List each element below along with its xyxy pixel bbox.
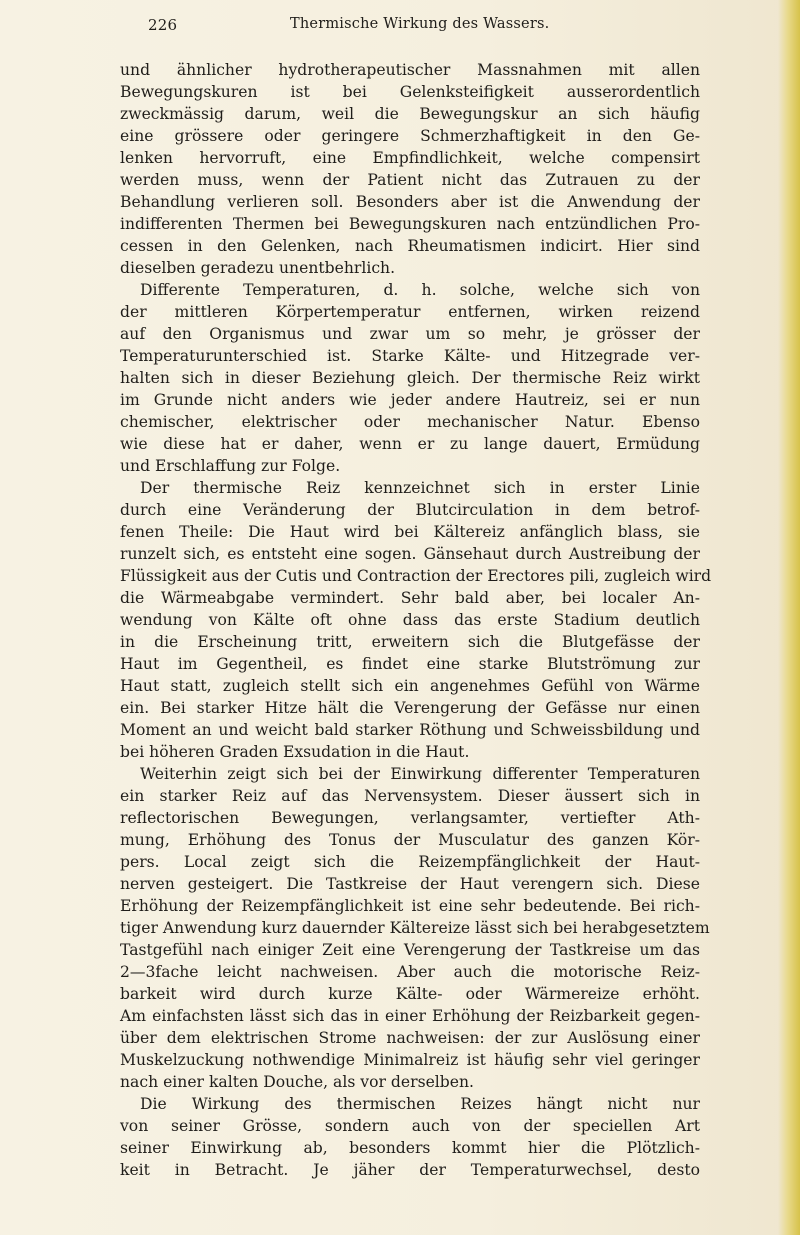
text-line: Die Wirkung des thermischen Reizes hängt nicht nur (140, 1095, 700, 1113)
text-line: werden muss, wenn der Patient nicht das Zutrauen zu der (120, 171, 700, 189)
text-line: Weiterhin zeigt sich bei der Einwirkung differenter Temperaturen (140, 765, 700, 783)
text-line: nach einer kalten Douche, als vor derselben. (120, 1073, 474, 1091)
text-line: nerven gesteigert. Die Tastkreise der Haut verengern sich. Diese (120, 875, 700, 893)
text-line: Haut statt, zugleich stellt sich ein angenehmes Gefühl von Wärme (120, 677, 700, 695)
text-line: auf den Organismus und zwar um so mehr, je grösser der (120, 325, 700, 343)
text-line: seiner Einwirkung ab, besonders kommt hier die Plötzlich- (120, 1139, 700, 1157)
text-line: pers. Local zeigt sich die Reizempfänglichkeit der Haut- (120, 853, 700, 871)
text-line: bei höheren Graden Exsudation in die Haut. (120, 743, 470, 761)
text-line: im Grunde nicht anders wie jeder andere Hautreiz, sei er nun (120, 391, 700, 409)
text-line: Temperaturunterschied ist. Starke Kälte- und Hitzegrade ver- (120, 347, 700, 365)
text-line: cessen in den Gelenken, nach Rheumatismen indicirt. Hier sind (120, 237, 700, 255)
text-line: indifferenten Thermen bei Bewegungskuren nach entzündlichen Pro- (120, 215, 700, 233)
text-line: lenken hervorruft, eine Empfindlichkeit, welche compensirt (120, 149, 700, 167)
page-number: 226 (148, 16, 178, 34)
text-line: ein. Bei starker Hitze hält die Verengerung der Gefässe nur einen (120, 699, 700, 717)
text-line: Haut im Gegentheil, es findet eine starke Blutströmung zur (120, 655, 700, 673)
text-line: reflectorischen Bewegungen, verlangsamter, vertiefter Ath- (120, 809, 700, 827)
text-line: durch eine Veränderung der Blutcirculation in dem betrof- (120, 501, 700, 519)
text-line: über dem elektrischen Strome nachweisen: der zur Auslösung einer (120, 1029, 700, 1047)
text-line: in die Erscheinung tritt, erweitern sich die Blutgefässe der (120, 633, 700, 651)
text-line: Differente Temperaturen, d. h. solche, welche sich von (140, 281, 700, 299)
text-line: barkeit wird durch kurze Kälte- oder Wärmereize erhöht. (120, 985, 700, 1003)
text-line: Am einfachsten lässt sich das in einer Erhöhung der Reizbarkeit gegen- (120, 1007, 700, 1025)
body-text (120, 59, 712, 1181)
text-line: von seiner Grösse, sondern auch von der speciellen Art (120, 1117, 700, 1135)
text-line: Moment an und weicht bald starker Röthung und Schweissbildung und (120, 721, 700, 739)
running-head (148, 16, 648, 40)
text-line: wendung von Kälte oft ohne dass das erste Stadium deutlich (120, 611, 700, 629)
text-line: 2—3fache leicht nachweisen. Aber auch die motorische Reiz- (120, 963, 700, 981)
text-line: wie diese hat er daher, wenn er zu lange dauert, Ermüdung (120, 435, 700, 453)
text-line: keit in Betracht. Je jäher der Temperaturwechsel, desto (120, 1161, 700, 1179)
text-line: Erhöhung der Reizempfänglichkeit ist eine sehr bedeutende. Bei rich- (120, 897, 700, 915)
text-line: halten sich in dieser Beziehung gleich. Der thermische Reiz wirkt (120, 369, 700, 387)
text-line: und ähnlicher hydrotherapeutischer Massnahmen mit allen (120, 61, 700, 79)
text-line: zweckmässig darum, weil die Bewegungskur an sich häufig (120, 105, 700, 123)
text-line: Muskelzuckung nothwendige Minimalreiz ist häufig sehr viel geringer (120, 1051, 700, 1069)
text-line: dieselben geradezu unentbehrlich. (120, 259, 396, 277)
running-title: Thermische Wirkung des Wassers. (290, 16, 550, 32)
text-line: chemischer, elektrischer oder mechanischer Natur. Ebenso (120, 413, 700, 431)
text-line: mung, Erhöhung des Tonus der Musculatur des ganzen Kör- (120, 831, 700, 849)
text-line: eine grössere oder geringere Schmerzhaftigkeit in den Ge- (120, 127, 700, 145)
text-line: Der thermische Reiz kennzeichnet sich in erster Linie (140, 479, 700, 497)
text-line: tiger Anwendung kurz dauernder Kältereize lässt sich bei herabgesetztem (120, 919, 710, 937)
text-line: Bewegungskuren ist bei Gelenksteifigkeit ausserordentlich (120, 83, 700, 101)
text-line: fenen Theile: Die Haut wird bei Kältereiz anfänglich blass, sie (120, 523, 700, 541)
text-line: runzelt sich, es entsteht eine sogen. Gänsehaut durch Austreibung der (120, 545, 700, 563)
text-line: Tastgefühl nach einiger Zeit eine Verengerung der Tastkreise um das (120, 941, 700, 959)
text-line: der mittleren Körpertemperatur entfernen, wirken reizend (120, 303, 700, 321)
text-line: ein starker Reiz auf das Nervensystem. Dieser äussert sich in (120, 787, 700, 805)
text-line: Flüssigkeit aus der Cutis und Contraction der Erectores pili, zugleich wird (120, 567, 712, 585)
page-edge (778, 0, 800, 1235)
text-line: die Wärmeabgabe vermindert. Sehr bald aber, bei localer An- (120, 589, 700, 607)
text-line: und Erschlaffung zur Folge. (120, 457, 341, 475)
text-line: Behandlung verlieren soll. Besonders aber ist die Anwendung der (120, 193, 700, 211)
